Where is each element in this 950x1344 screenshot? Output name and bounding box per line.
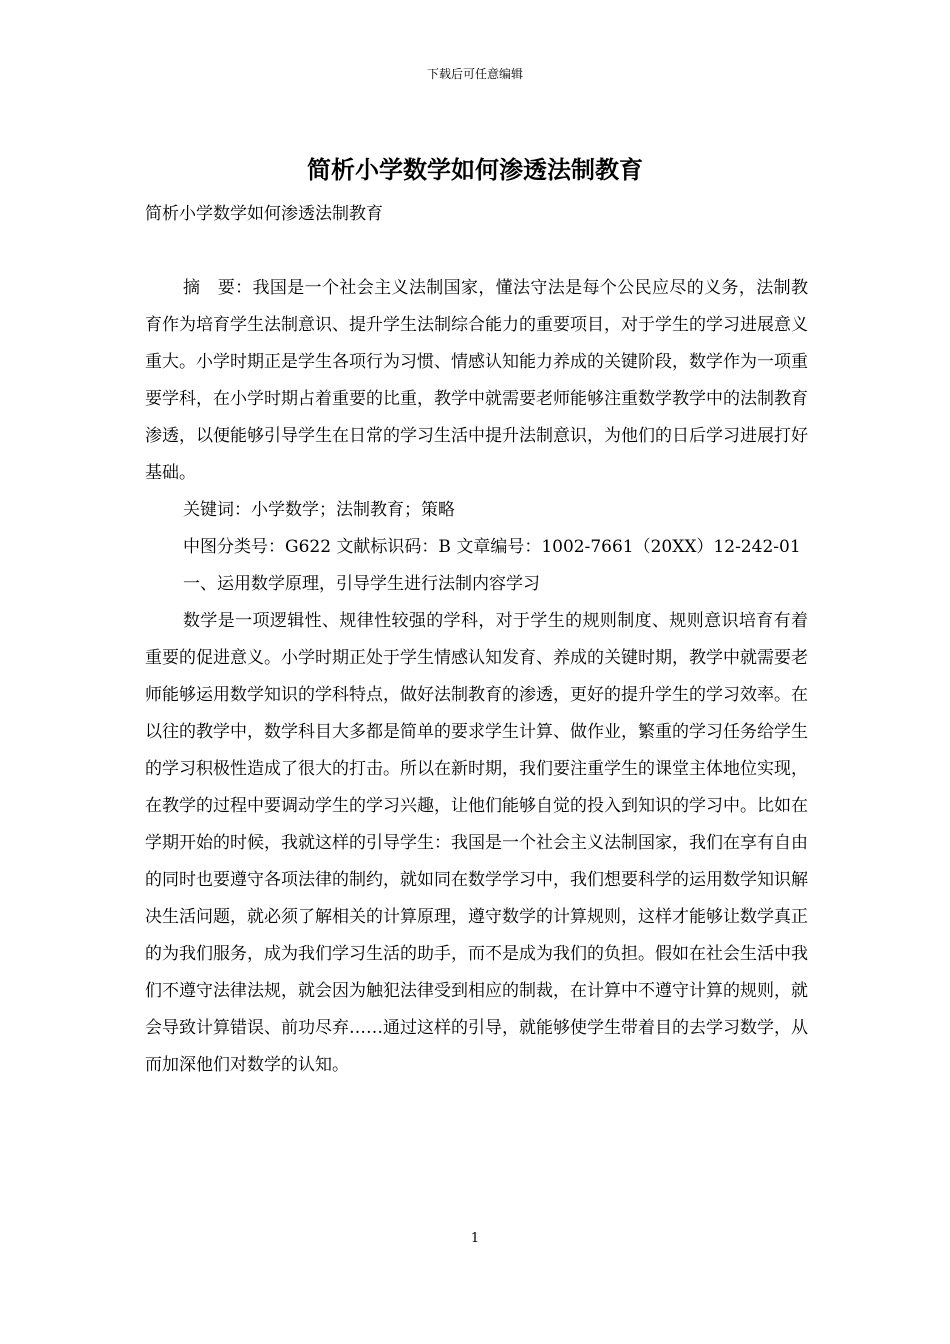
page-number: 1 [470, 1231, 480, 1246]
classification-line: 中图分类号：G622 文献标识码：B 文章编号：1002-7661（20XX）12-242-01 [183, 537, 801, 557]
page-header-note: 下载后可任意编辑 [426, 67, 523, 81]
document-body [145, 196, 808, 1084]
blank-line [145, 233, 808, 270]
abstract-paragraph: 摘 要：我国是一个社会主义法制国家，懂法守法是每个公民应尽的义务，法制教育作为培育学生法制意识、提升学生法制综合能力的重要项目，对于学生的学习进展意义重大。小学时期正是学生各项行为习惯、情感认知能力养成的关键阶段，数学作为一项重要学科，在小学时期占着重要的比重，教学中就需要老师能够注重数学教学中的法制教育渗透，以便能够引导学生在日常的学习生活中提升法制意识，为他们的日后学习进展打好基础。 [145, 278, 808, 483]
keywords-line: 关键词：小学数学；法制教育；策略 [183, 500, 455, 520]
document-subtitle: 简析小学数学如何渗透法制教育 [145, 204, 383, 224]
section-heading: 一、运用数学原理，引导学生进行法制内容学习 [183, 574, 540, 594]
document-title: 简析小学数学如何渗透法制教育 [307, 155, 643, 184]
body-paragraph: 数学是一项逻辑性、规律性较强的学科，对于学生的规则制度、规则意识培育有着重要的促进意义。小学时期正处于学生情感认知发育、养成的关键时期，教学中就需要老师能够运用数学知识的学科特点，做好法制教育的渗透，更好的提升学生的学习效率。在以往的教学中，数学科目大多都是简单的要求学生计算、做作业，繁重的学习任务给学生的学习积极性造成了很大的打击。所以在新时期，我们要注重学生的课堂主体地位实现，在教学的过程中要调动学生的学习兴趣，让他们能够自觉的投入到知识的学习中。比如在学期开始的时候，我就这样的引导学生：我国是一个社会主义法制国家，我们在享有自由的同时也要遵守各项法律的制约，就如同在数学学习中，我们想要科学的运用数学知识解决生活问题，就必须了解相关的计算原理，遵守数学的计算规则，这样才能够让数学真正的为我们服务，成为我们学习生活的助手，而不是成为我们的负担。假如在社会生活中我们不遵守法律法规，就会因为触犯法律受到相应的制裁，在计算中不遵守计算的规则，就会导致计算错误、前功尽弃……通过这样的引导，就能够使学生带着目的去学习数学，从而加深他们对数学的认知。 [145, 611, 808, 1075]
